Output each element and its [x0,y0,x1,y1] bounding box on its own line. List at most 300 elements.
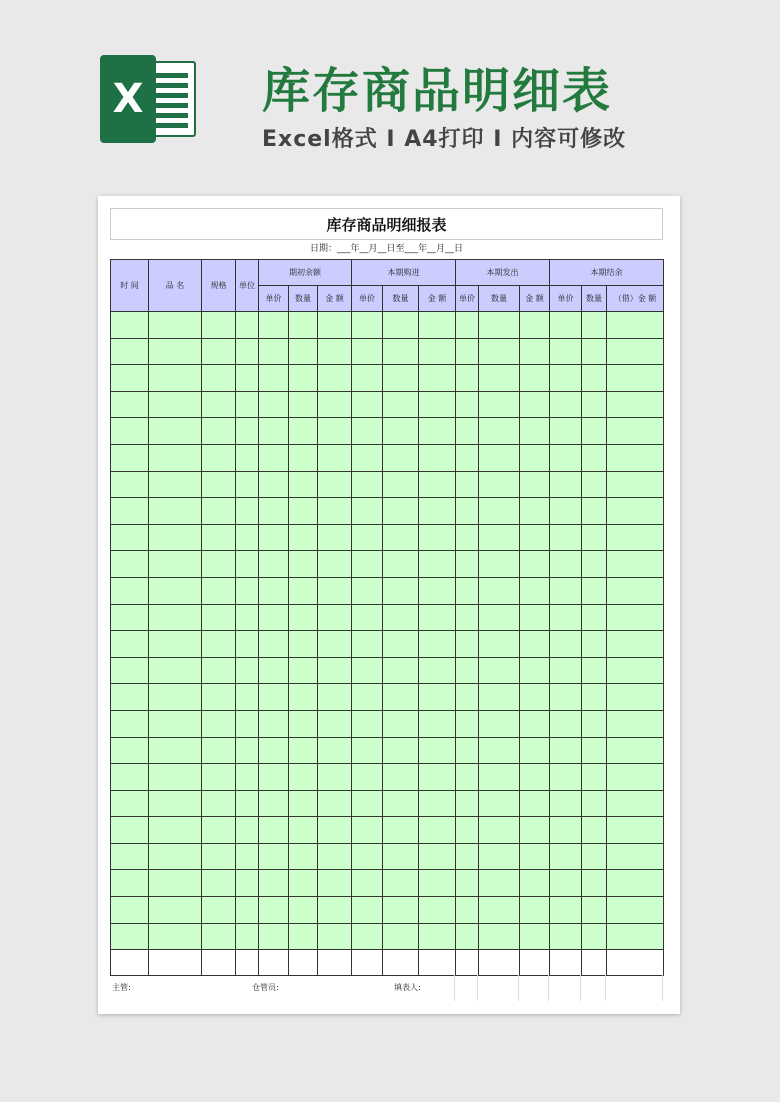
table-cell[interactable] [318,710,352,737]
table-cell[interactable] [479,444,520,471]
table-cell[interactable] [520,631,550,658]
table-cell[interactable] [582,391,607,418]
table-cell[interactable] [149,524,202,551]
table-cell[interactable] [383,657,419,684]
table-cell[interactable] [456,577,479,604]
table-cell[interactable] [149,365,202,392]
table-cell[interactable] [352,870,383,897]
table-cell[interactable] [259,737,289,764]
table-cell[interactable] [582,577,607,604]
table-cell[interactable] [520,338,550,365]
table-cell[interactable] [479,710,520,737]
table-cell[interactable] [289,843,318,870]
table-cell[interactable] [582,604,607,631]
table-cell[interactable] [582,950,607,976]
table-cell[interactable] [419,897,456,924]
table-cell[interactable] [289,551,318,578]
table-cell[interactable] [479,312,520,339]
table-cell[interactable] [236,418,259,445]
table-cell[interactable] [607,710,664,737]
table-cell[interactable] [479,524,520,551]
table-cell[interactable] [352,604,383,631]
table-cell[interactable] [520,710,550,737]
table-cell[interactable] [479,790,520,817]
table-cell[interactable] [149,338,202,365]
table-cell[interactable] [318,391,352,418]
table-cell[interactable] [111,338,149,365]
table-cell[interactable] [582,817,607,844]
table-cell[interactable] [520,870,550,897]
table-cell[interactable] [259,950,289,976]
table-cell[interactable] [149,577,202,604]
table-cell[interactable] [352,790,383,817]
table-cell[interactable] [479,551,520,578]
table-cell[interactable] [582,631,607,658]
table-cell[interactable] [149,817,202,844]
table-cell[interactable] [289,365,318,392]
table-cell[interactable] [289,391,318,418]
table-cell[interactable] [383,710,419,737]
table-cell[interactable] [236,498,259,525]
table-cell[interactable] [236,551,259,578]
table-cell[interactable] [419,604,456,631]
table-cell[interactable] [202,551,236,578]
table-cell[interactable] [582,684,607,711]
table-cell[interactable] [479,684,520,711]
table-cell[interactable] [289,524,318,551]
table-cell[interactable] [607,604,664,631]
table-cell[interactable] [550,870,582,897]
table-cell[interactable] [318,870,352,897]
table-cell[interactable] [352,843,383,870]
table-cell[interactable] [383,338,419,365]
table-cell[interactable] [236,843,259,870]
table-cell[interactable] [259,657,289,684]
table-cell[interactable] [582,312,607,339]
table-cell[interactable] [111,870,149,897]
table-cell[interactable] [607,737,664,764]
table-cell[interactable] [318,444,352,471]
table-cell[interactable] [149,710,202,737]
table-cell[interactable] [318,338,352,365]
table-cell[interactable] [111,551,149,578]
table-cell[interactable] [236,817,259,844]
table-cell[interactable] [520,657,550,684]
table-cell[interactable] [520,391,550,418]
table-cell[interactable] [259,338,289,365]
table-cell[interactable] [236,338,259,365]
table-cell[interactable] [289,312,318,339]
table-cell[interactable] [582,551,607,578]
table-cell[interactable] [607,950,664,976]
table-cell[interactable] [479,338,520,365]
table-cell[interactable] [607,391,664,418]
table-cell[interactable] [202,897,236,924]
table-cell[interactable] [259,365,289,392]
table-cell[interactable] [419,817,456,844]
table-cell[interactable] [582,657,607,684]
table-cell[interactable] [383,684,419,711]
table-cell[interactable] [550,338,582,365]
table-cell[interactable] [607,843,664,870]
table-cell[interactable] [236,471,259,498]
table-cell[interactable] [582,737,607,764]
table-cell[interactable] [202,843,236,870]
table-cell[interactable] [520,950,550,976]
table-cell[interactable] [520,843,550,870]
table-cell[interactable] [352,737,383,764]
table-cell[interactable] [479,897,520,924]
table-cell[interactable] [607,524,664,551]
table-cell[interactable] [352,577,383,604]
table-cell[interactable] [479,764,520,791]
table-cell[interactable] [149,657,202,684]
table-cell[interactable] [289,817,318,844]
table-cell[interactable] [202,312,236,339]
table-cell[interactable] [520,444,550,471]
table-cell[interactable] [520,524,550,551]
table-cell[interactable] [550,923,582,950]
table-cell[interactable] [111,418,149,445]
table-cell[interactable] [520,577,550,604]
table-cell[interactable] [550,418,582,445]
table-cell[interactable] [456,950,479,976]
table-cell[interactable] [550,657,582,684]
table-cell[interactable] [259,923,289,950]
table-cell[interactable] [419,391,456,418]
table-cell[interactable] [236,577,259,604]
table-cell[interactable] [352,418,383,445]
table-cell[interactable] [607,498,664,525]
table-cell[interactable] [259,577,289,604]
table-cell[interactable] [383,444,419,471]
table-cell[interactable] [383,498,419,525]
table-cell[interactable] [419,657,456,684]
table-cell[interactable] [419,950,456,976]
table-cell[interactable] [479,950,520,976]
table-cell[interactable] [607,365,664,392]
table-cell[interactable] [289,950,318,976]
table-cell[interactable] [419,631,456,658]
table-cell[interactable] [318,897,352,924]
table-cell[interactable] [352,923,383,950]
table-cell[interactable] [259,604,289,631]
table-cell[interactable] [582,897,607,924]
table-cell[interactable] [383,577,419,604]
table-cell[interactable] [149,870,202,897]
table-cell[interactable] [236,312,259,339]
table-cell[interactable] [318,950,352,976]
table-cell[interactable] [202,710,236,737]
table-cell[interactable] [456,391,479,418]
table-cell[interactable] [111,604,149,631]
table-cell[interactable] [456,444,479,471]
table-cell[interactable] [111,923,149,950]
table-cell[interactable] [149,498,202,525]
table-cell[interactable] [111,391,149,418]
table-cell[interactable] [202,923,236,950]
table-cell[interactable] [352,631,383,658]
table-cell[interactable] [111,950,149,976]
table-cell[interactable] [520,604,550,631]
table-cell[interactable] [479,604,520,631]
table-cell[interactable] [352,950,383,976]
table-cell[interactable] [419,338,456,365]
table-cell[interactable] [236,604,259,631]
table-cell[interactable] [111,897,149,924]
table-cell[interactable] [149,897,202,924]
table-cell[interactable] [479,870,520,897]
table-cell[interactable] [582,764,607,791]
table-cell[interactable] [202,498,236,525]
table-cell[interactable] [149,391,202,418]
table-cell[interactable] [520,923,550,950]
table-cell[interactable] [352,471,383,498]
table-cell[interactable] [352,551,383,578]
table-cell[interactable] [202,870,236,897]
table-cell[interactable] [149,312,202,339]
table-cell[interactable] [111,684,149,711]
table-cell[interactable] [582,444,607,471]
table-cell[interactable] [259,444,289,471]
table-cell[interactable] [419,843,456,870]
table-cell[interactable] [289,870,318,897]
table-cell[interactable] [236,444,259,471]
table-cell[interactable] [582,790,607,817]
table-cell[interactable] [383,950,419,976]
table-cell[interactable] [607,764,664,791]
table-cell[interactable] [419,870,456,897]
table-cell[interactable] [550,950,582,976]
table-cell[interactable] [419,577,456,604]
table-cell[interactable] [550,631,582,658]
table-cell[interactable] [352,764,383,791]
table-cell[interactable] [383,897,419,924]
table-cell[interactable] [383,817,419,844]
table-cell[interactable] [456,817,479,844]
table-cell[interactable] [318,312,352,339]
table-cell[interactable] [352,817,383,844]
table-cell[interactable] [318,923,352,950]
table-cell[interactable] [259,418,289,445]
table-cell[interactable] [607,418,664,445]
table-cell[interactable] [520,312,550,339]
table-cell[interactable] [318,471,352,498]
table-cell[interactable] [383,391,419,418]
table-cell[interactable] [456,923,479,950]
table-cell[interactable] [456,471,479,498]
table-cell[interactable] [259,551,289,578]
table-cell[interactable] [607,870,664,897]
table-cell[interactable] [149,923,202,950]
table-cell[interactable] [582,338,607,365]
table-cell[interactable] [456,897,479,924]
table-cell[interactable] [607,631,664,658]
table-cell[interactable] [520,365,550,392]
table-cell[interactable] [289,737,318,764]
table-cell[interactable] [259,312,289,339]
table-cell[interactable] [352,338,383,365]
table-cell[interactable] [607,684,664,711]
table-cell[interactable] [318,737,352,764]
table-cell[interactable] [111,365,149,392]
table-cell[interactable] [520,551,550,578]
table-cell[interactable] [202,950,236,976]
table-cell[interactable] [550,764,582,791]
table-cell[interactable] [479,737,520,764]
table-cell[interactable] [456,710,479,737]
table-cell[interactable] [352,897,383,924]
table-cell[interactable] [352,498,383,525]
table-cell[interactable] [111,710,149,737]
table-cell[interactable] [289,498,318,525]
table-cell[interactable] [550,897,582,924]
table-cell[interactable] [111,444,149,471]
table-cell[interactable] [419,684,456,711]
table-cell[interactable] [456,498,479,525]
table-cell[interactable] [202,391,236,418]
table-cell[interactable] [383,870,419,897]
table-cell[interactable] [607,923,664,950]
table-cell[interactable] [259,843,289,870]
table-cell[interactable] [149,843,202,870]
table-cell[interactable] [520,790,550,817]
table-cell[interactable] [202,471,236,498]
table-cell[interactable] [149,471,202,498]
table-cell[interactable] [383,365,419,392]
table-cell[interactable] [289,604,318,631]
table-cell[interactable] [520,418,550,445]
table-cell[interactable] [111,790,149,817]
table-cell[interactable] [419,471,456,498]
table-cell[interactable] [550,312,582,339]
table-cell[interactable] [259,870,289,897]
table-cell[interactable] [582,524,607,551]
table-cell[interactable] [202,524,236,551]
table-cell[interactable] [582,843,607,870]
table-cell[interactable] [520,498,550,525]
table-cell[interactable] [456,764,479,791]
table-cell[interactable] [550,817,582,844]
table-cell[interactable] [202,737,236,764]
table-cell[interactable] [352,710,383,737]
table-cell[interactable] [520,817,550,844]
table-cell[interactable] [520,764,550,791]
table-cell[interactable] [352,365,383,392]
table-cell[interactable] [383,764,419,791]
table-cell[interactable] [479,817,520,844]
table-cell[interactable] [582,471,607,498]
table-cell[interactable] [111,577,149,604]
table-cell[interactable] [383,471,419,498]
table-cell[interactable] [383,524,419,551]
table-cell[interactable] [202,684,236,711]
table-cell[interactable] [289,338,318,365]
table-cell[interactable] [236,870,259,897]
table-cell[interactable] [289,684,318,711]
table-cell[interactable] [550,365,582,392]
table-cell[interactable] [550,444,582,471]
table-cell[interactable] [149,631,202,658]
table-cell[interactable] [383,737,419,764]
table-cell[interactable] [318,577,352,604]
table-cell[interactable] [202,577,236,604]
table-cell[interactable] [259,817,289,844]
table-cell[interactable] [259,764,289,791]
table-cell[interactable] [456,604,479,631]
table-cell[interactable] [479,498,520,525]
table-cell[interactable] [550,391,582,418]
table-cell[interactable] [479,631,520,658]
table-cell[interactable] [456,631,479,658]
table-cell[interactable] [149,418,202,445]
table-cell[interactable] [202,657,236,684]
table-cell[interactable] [202,418,236,445]
table-cell[interactable] [383,551,419,578]
table-cell[interactable] [479,418,520,445]
table-cell[interactable] [289,471,318,498]
table-cell[interactable] [259,498,289,525]
table-cell[interactable] [479,657,520,684]
table-cell[interactable] [318,551,352,578]
table-cell[interactable] [550,790,582,817]
table-cell[interactable] [318,764,352,791]
table-cell[interactable] [419,923,456,950]
table-cell[interactable] [149,551,202,578]
table-cell[interactable] [202,444,236,471]
table-cell[interactable] [289,710,318,737]
table-cell[interactable] [236,737,259,764]
table-cell[interactable] [456,684,479,711]
table-cell[interactable] [520,737,550,764]
table-cell[interactable] [289,631,318,658]
table-cell[interactable] [111,498,149,525]
table-cell[interactable] [236,897,259,924]
table-cell[interactable] [607,790,664,817]
table-cell[interactable] [419,551,456,578]
table-cell[interactable] [318,498,352,525]
table-cell[interactable] [289,790,318,817]
table-cell[interactable] [352,524,383,551]
table-cell[interactable] [479,843,520,870]
table-cell[interactable] [456,418,479,445]
table-cell[interactable] [289,897,318,924]
table-cell[interactable] [111,817,149,844]
table-cell[interactable] [456,870,479,897]
table-cell[interactable] [149,790,202,817]
table-cell[interactable] [352,391,383,418]
table-cell[interactable] [352,657,383,684]
table-cell[interactable] [318,365,352,392]
table-cell[interactable] [383,604,419,631]
table-cell[interactable] [352,684,383,711]
table-cell[interactable] [419,790,456,817]
table-cell[interactable] [236,790,259,817]
table-cell[interactable] [259,790,289,817]
table-cell[interactable] [456,312,479,339]
table-cell[interactable] [202,817,236,844]
table-cell[interactable] [479,365,520,392]
table-cell[interactable] [236,657,259,684]
table-cell[interactable] [550,524,582,551]
table-cell[interactable] [259,524,289,551]
table-cell[interactable] [479,471,520,498]
table-cell[interactable] [289,577,318,604]
table-cell[interactable] [582,923,607,950]
table-cell[interactable] [419,710,456,737]
table-cell[interactable] [318,790,352,817]
table-cell[interactable] [419,498,456,525]
